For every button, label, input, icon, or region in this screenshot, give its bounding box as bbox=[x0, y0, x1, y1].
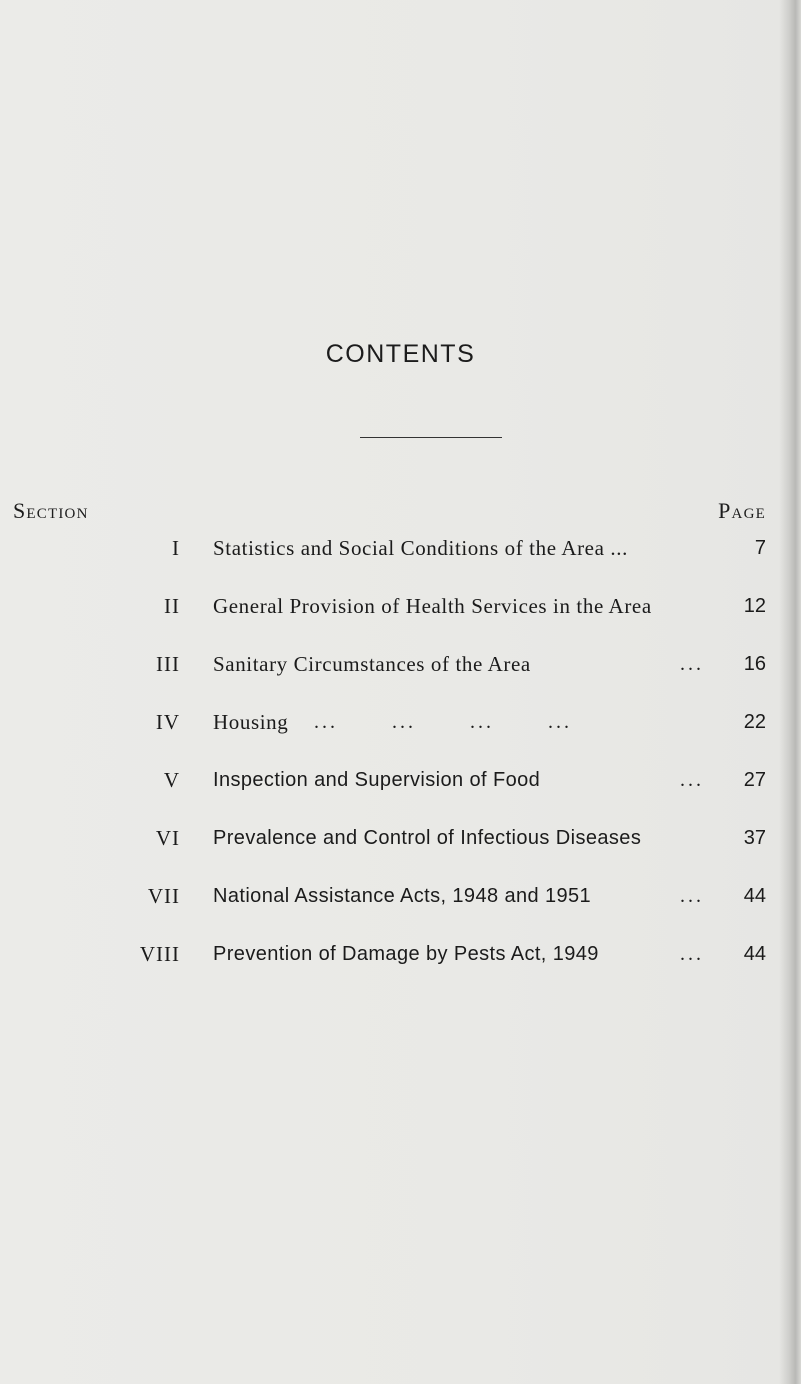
page-number: 7 bbox=[754, 537, 766, 559]
section-number: IV bbox=[155, 710, 180, 734]
section-title: Housing bbox=[213, 710, 289, 734]
section-number: VI bbox=[155, 826, 180, 850]
section-number: VII bbox=[147, 884, 180, 908]
section-number: III bbox=[156, 652, 180, 676]
page-column-header: Page bbox=[718, 498, 766, 523]
page-number: 44 bbox=[743, 885, 766, 907]
section-title: Statistics and Social Conditions of the Area ... bbox=[213, 536, 628, 560]
section-title: General Provision of Health Services in the Area bbox=[213, 594, 652, 618]
section-title: Inspection and Supervision of Food bbox=[213, 769, 541, 791]
contents-entry bbox=[0, 646, 801, 704]
section-title: Sanitary Circumstances of the Area bbox=[213, 652, 531, 676]
dot-leader: ... ... ... ... bbox=[314, 711, 572, 733]
page-number: 37 bbox=[743, 827, 766, 849]
section-title: National Assistance Acts, 1948 and 1951 bbox=[213, 885, 592, 907]
section-title: Prevention of Damage by Pests Act, 1949 bbox=[213, 943, 599, 965]
section-number: II bbox=[164, 594, 180, 618]
page-number: 44 bbox=[743, 943, 766, 965]
section-column-header: Section bbox=[13, 498, 89, 523]
dot-leader: ... bbox=[680, 653, 704, 675]
dot-leader: ... bbox=[680, 769, 704, 791]
contents-entry bbox=[0, 530, 801, 588]
contents-entry bbox=[0, 878, 801, 936]
contents-entry bbox=[0, 588, 801, 646]
contents-entry bbox=[0, 936, 801, 994]
contents-entry bbox=[0, 762, 801, 820]
page-number: 16 bbox=[743, 653, 766, 675]
section-number: VIII bbox=[139, 942, 180, 966]
dot-leader: ... bbox=[680, 885, 704, 907]
section-title: Prevalence and Control of Infectious Diseases bbox=[213, 827, 642, 849]
page-title: CONTENTS bbox=[325, 340, 476, 368]
section-number: V bbox=[163, 768, 180, 792]
contents-list bbox=[0, 530, 801, 994]
contents-entry bbox=[0, 704, 801, 762]
title-divider bbox=[360, 437, 502, 438]
dot-leader: ... bbox=[680, 943, 704, 965]
page-number: 27 bbox=[743, 769, 766, 791]
contents-entry bbox=[0, 820, 801, 878]
page-number: 12 bbox=[743, 595, 766, 617]
page-number: 22 bbox=[743, 711, 766, 733]
section-number: I bbox=[172, 536, 180, 560]
